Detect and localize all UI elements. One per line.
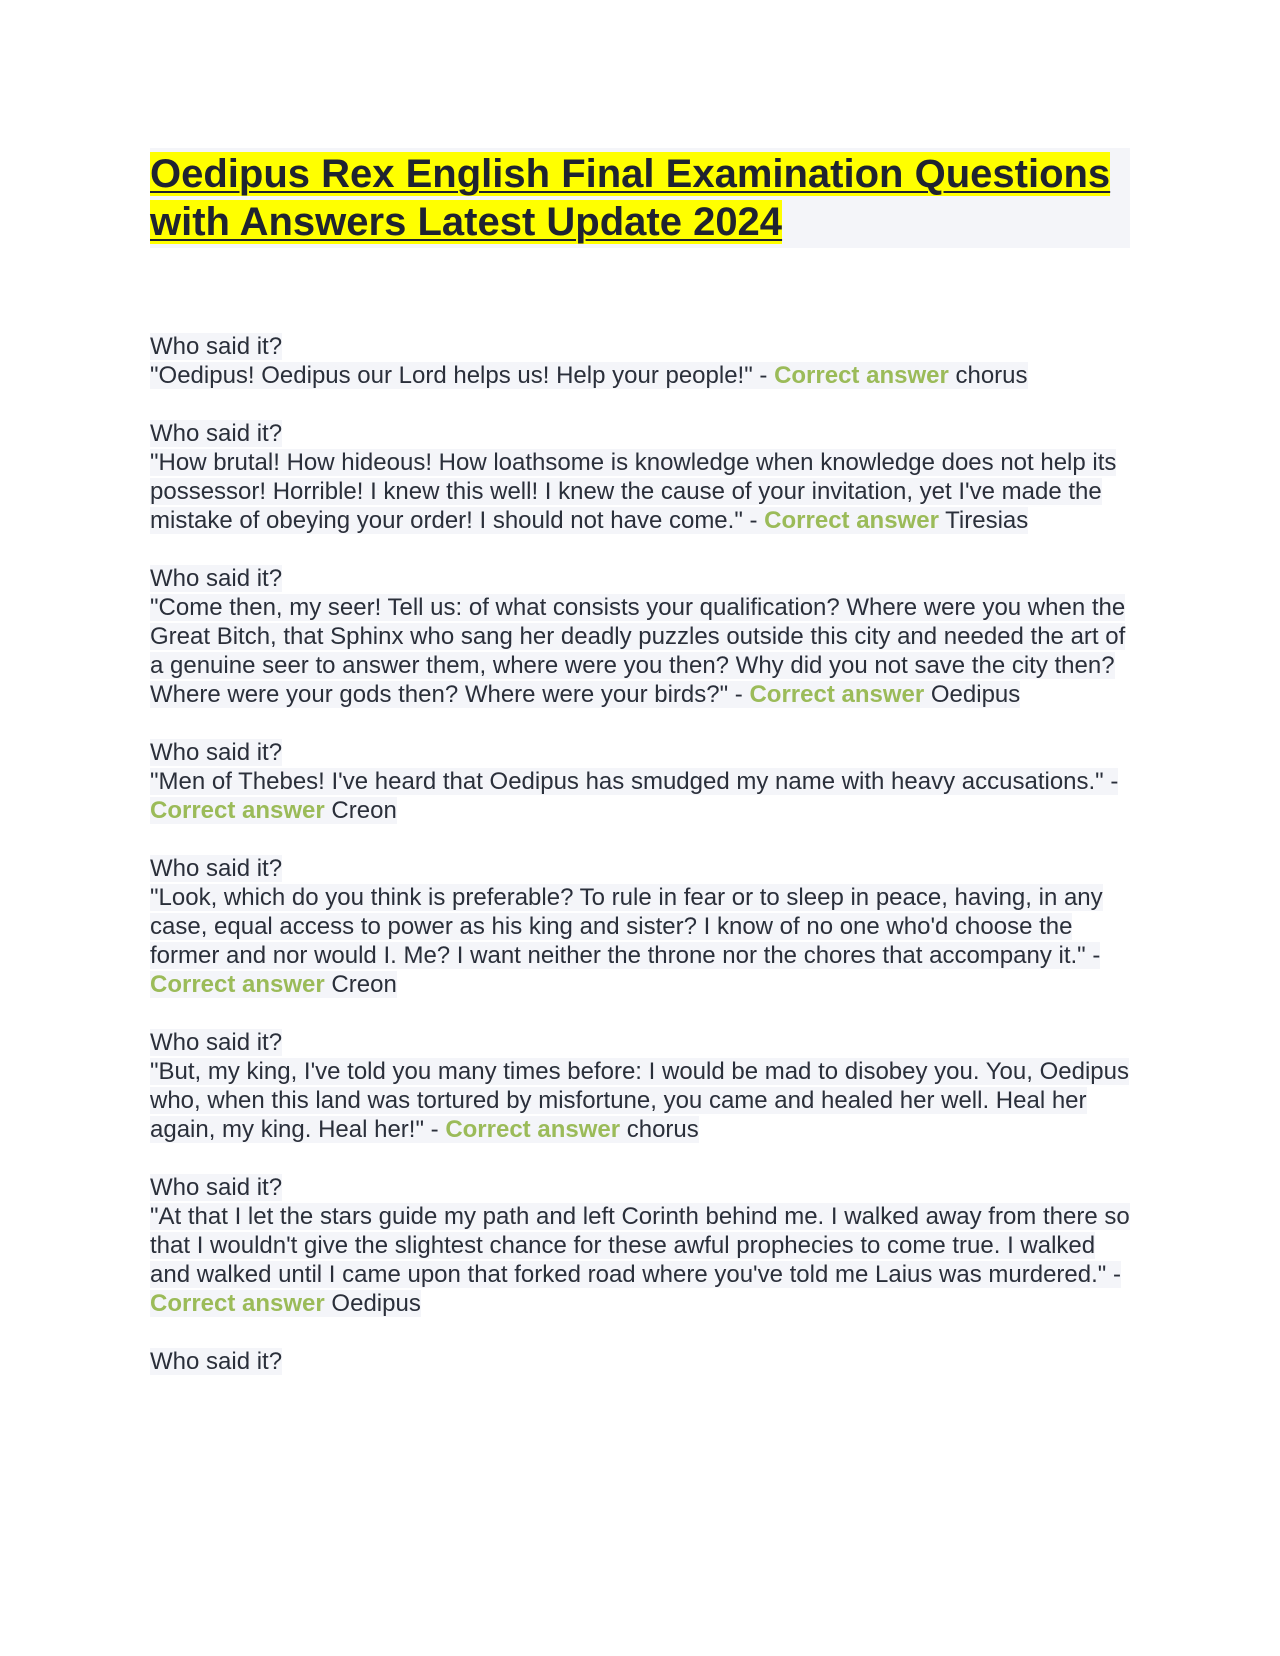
- answer-text: Oedipus: [331, 1290, 421, 1317]
- document-title-text: Oedipus Rex English Final Examination Questions with Answers Latest Update 2024: [150, 152, 1111, 244]
- document-page: [150, 148, 1130, 1405]
- document-title: [150, 150, 1130, 246]
- correct-answer-label: Correct answer: [749, 681, 925, 708]
- quote-paragraph: [150, 1203, 1130, 1317]
- question-label: Who said it?: [150, 739, 283, 766]
- correct-answer-label: Correct answer: [445, 1116, 621, 1143]
- correct-answer-label: Correct answer: [150, 971, 325, 998]
- correct-answer-label: Correct answer: [150, 797, 325, 824]
- question-label: Who said it?: [150, 420, 283, 447]
- quote-text: "Oedipus! Oedipus our Lord helps us! Help your people!" -: [150, 362, 775, 389]
- quote-paragraph: [150, 362, 1028, 389]
- quote-paragraph: [150, 1058, 1129, 1143]
- quote-text: "But, my king, I've told you many times before: I would be mad to disobey you. You, Oedipus who, when this land was tortured by misfortune, you came and healed her well. Heal her again, my king. Heal her!" -: [150, 1058, 1129, 1143]
- quote-paragraph: [150, 768, 1118, 824]
- question-label: Who said it?: [150, 333, 283, 360]
- question-label: Who said it?: [150, 565, 283, 592]
- correct-answer-label: Correct answer: [764, 507, 939, 534]
- correct-answer-label: Correct answer: [150, 1290, 325, 1317]
- answer-text: Tiresias: [945, 507, 1029, 534]
- qa-item: [150, 332, 1130, 390]
- question-label: Who said it?: [150, 1029, 283, 1056]
- answer-text: Oedipus: [930, 681, 1021, 708]
- title-block: [150, 148, 1130, 248]
- question-label: Who said it?: [150, 855, 283, 882]
- question-label: Who said it?: [150, 1348, 283, 1375]
- question-list: [150, 332, 1130, 1318]
- quote-text: "Look, which do you think is preferable? To rule in fear or to sleep in peace, having, in any case, equal access to power as his king and sister? I know of no one who'd choose the former and nor would I. Me? I want neither the throne nor the chores that accompany it." -: [150, 884, 1103, 969]
- quote-text: "Men of Thebes! I've heard that Oedipus has smudged my name with heavy accusations." -: [150, 768, 1119, 795]
- question-label: Who said it?: [150, 1174, 283, 1201]
- qa-item: [150, 738, 1130, 825]
- qa-item: [150, 1028, 1130, 1144]
- answer-text: Creon: [331, 971, 397, 998]
- quote-paragraph: [150, 594, 1125, 708]
- answer-text: chorus: [955, 362, 1028, 389]
- quote-text: "How brutal! How hideous! How loathsome is knowledge when knowledge does not help its possessor! Horrible! I knew this well! I knew the cause of your invitation, yet I've made the mistake of obeying your order! I should not have come." -: [150, 449, 1117, 534]
- quote-paragraph: [150, 884, 1103, 998]
- qa-item: [150, 1173, 1130, 1318]
- qa-item: [150, 854, 1130, 999]
- answer-text: chorus: [626, 1116, 699, 1143]
- quote-paragraph: [150, 449, 1116, 534]
- answer-text: Creon: [331, 797, 397, 824]
- quote-text: "Come then, my seer! Tell us: of what consists your qualification? Where were you when the Great Bitch, that Sphinx who sang her deadly puzzles outside this city and needed the art of a genuine seer to answer them, where were you then? Why did you not save the city then? Where were your gods then? Where were your birds?" -: [150, 594, 1126, 708]
- trailing-question: [150, 1347, 1130, 1376]
- qa-item: [150, 419, 1130, 535]
- correct-answer-label: Correct answer: [774, 362, 949, 389]
- qa-item: [150, 564, 1130, 709]
- quote-text: "At that I let the stars guide my path and left Corinth behind me. I walked away from there so that I wouldn't give the slightest chance for these awful prophecies to come true. I walked and walked until I came upon that forked road where you've told me Laius was murdered." -: [150, 1203, 1130, 1288]
